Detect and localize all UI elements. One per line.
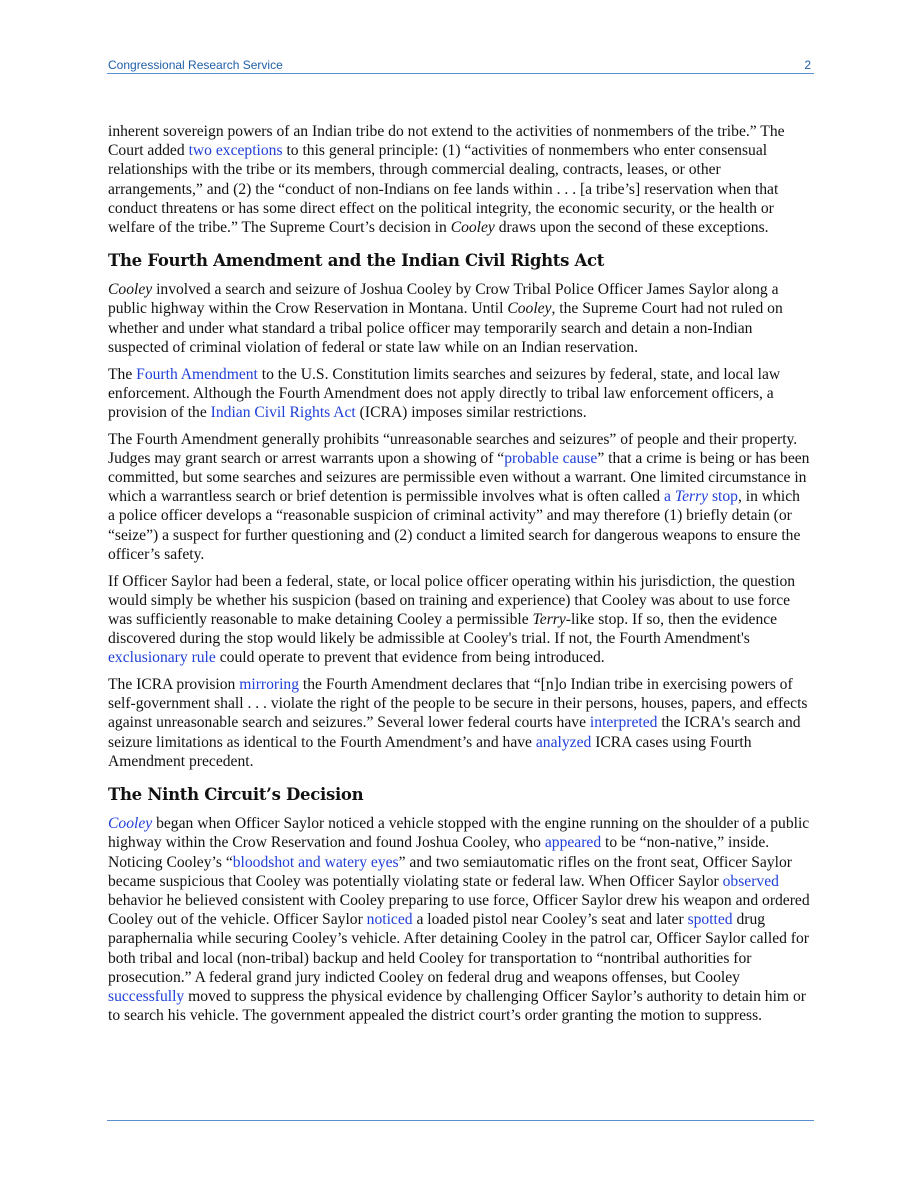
page-header (107, 58, 814, 74)
paragraph-5: If Officer Saylor had been a federal, state, or local police officer operating within his jurisdiction, the question would simply be whether his suspicion (based on training and experience) that Cooley was about to use force was sufficiently reasonable to make detaining Cooley a permissible Terry-like stop. If so, then the evidence discovered during the stop would likely be admissible at Cooley's trial. If not, the Fourth Amendment's exclusionary rule could operate to prevent that evidence from being introduced. (108, 572, 796, 667)
header-divider (107, 73, 814, 74)
link-interpreted[interactable]: interpreted (589, 714, 658, 732)
link-appeared[interactable]: appeared (544, 834, 602, 852)
link-probable-cause[interactable]: probable cause (504, 449, 598, 467)
link-cooley[interactable]: Cooley (108, 815, 153, 833)
link-observed[interactable]: observed (722, 872, 779, 890)
paragraph-7: Cooley began when Officer Saylor noticed a vehicle stopped with the engine running on the shoulder of a public highway within the Crow Reservation and found Joshua Cooley, who appeared to be “non-native,” inside. Noticing Cooley’s “bloodshot and watery eyes” and two semiautomatic rifles on the front seat, Officer Saylor became suspicious that Cooley was potentially violating state or federal law. When Officer Saylor observed behavior he believed consistent with Cooley preparing to use force, Officer Saylor drew his weapon and ordered Cooley out of the vehicle. Officer Saylor noticed a loaded pistol near Cooley’s seat and later spotted drug paraphernalia while securing Cooley’s vehicle. After detaining Cooley in the patrol car, Officer Saylor called for both tribal and local (non-tribal) backup and held Cooley for transportation to “nontribal authorities for prosecution.” A federal grand jury indicted Cooley on federal drug and weapons offenses, but Cooley successfully moved to suppress the physical evidence by challenging Officer Saylor’s authority to detain him or to search his vehicle. The government appealed the district court’s order granting the motion to suppress. (108, 815, 810, 1025)
footer-divider (107, 1120, 814, 1121)
header-page-number: 2 (804, 58, 811, 72)
link-indian-civil-rights-act[interactable]: Indian Civil Rights Act (210, 403, 356, 421)
link-noticed[interactable]: noticed (366, 911, 413, 929)
link-exclusionary-rule[interactable]: exclusionary rule (108, 649, 216, 667)
link-spotted[interactable]: spotted (687, 911, 733, 929)
link-mirroring[interactable]: mirroring (239, 676, 300, 694)
link-fourth-amendment[interactable]: Fourth Amendment (136, 365, 258, 383)
paragraph-2: Cooley involved a search and seizure of Joshua Cooley by Crow Tribal Police Officer James Saylor along a public highway within the Crow Reservation in Montana. Until Cooley, the Supreme Court had not ruled on whether and under what standard a tribal police officer may temporarily search and detain a non-Indian suspected of criminal violation of federal or state law while on an Indian reservation. (108, 281, 783, 356)
link-bloodshot-watery-eyes[interactable]: bloodshot and watery eyes (232, 853, 399, 871)
paragraph-4: The Fourth Amendment generally prohibits “unreasonable searches and seizures” of people and their property. Judges may grant search or arrest warrants upon a showing of “probable cause” that a crime is being or has been committed, but some searches and seizures are permissible even without a warrant. One limited circumstance in which a warrantless search or brief detention is permissible involves what is often called a Terry stop, in which a police officer develops a “reasonable suspicion of criminal activity” and may therefore (1) briefly detain (or “seize”) a suspect for further questioning and (2) conduct a limited search for dangerous weapons to ensure the officer’s safety. (108, 430, 810, 563)
document-body (108, 122, 810, 1033)
link-terry-stop[interactable]: a Terry stop (664, 488, 738, 506)
section-heading-fourth-amendment: The Fourth Amendment and the Indian Civil Rights Act (108, 251, 605, 271)
link-analyzed[interactable]: analyzed (535, 733, 592, 751)
paragraph-6: The ICRA provision mirroring the Fourth Amendment declares that “[n]o Indian tribe in exercising powers of self-government shall . . . violate the right of the people to be secure in their persons, houses, papers, and effects against unreasonable search and seizures.” Several lower federal courts have interpreted the ICRA's search and seizure limitations as identical to the Fourth Amendment’s and have analyzed ICRA cases using Fourth Amendment precedent. (108, 676, 808, 770)
paragraph-3: The Fourth Amendment to the U.S. Constitution limits searches and seizures by federal, state, and local law enforcement. Although the Fourth Amendment does not apply directly to tribal law enforcement officers, a provision of the Indian Civil Rights Act (ICRA) imposes similar restrictions. (108, 365, 781, 421)
paragraph-1: inherent sovereign powers of an Indian tribe do not extend to the activities of nonmembers of the tribe.” The Court added two exceptions to this general principle: (1) “activities of nonmembers who enter consensual relationships with the tribe or its members, through commercial dealing, contracts, leases, or other arrangements,” and (2) the “conduct of non-Indians on fee lands within . . . [a tribe’s] reservation when that conduct threatens or has some direct effect on the political integrity, the economic security, or the health or welfare of the tribe.” The Supreme Court’s decision in Cooley draws upon the second of these exceptions. (108, 123, 785, 237)
header-org: Congressional Research Service (108, 58, 283, 72)
link-successfully[interactable]: successfully (108, 987, 185, 1005)
link-two-exceptions[interactable]: two exceptions (188, 142, 283, 160)
section-heading-ninth-circuit: The Ninth Circuit’s Decision (108, 785, 364, 805)
